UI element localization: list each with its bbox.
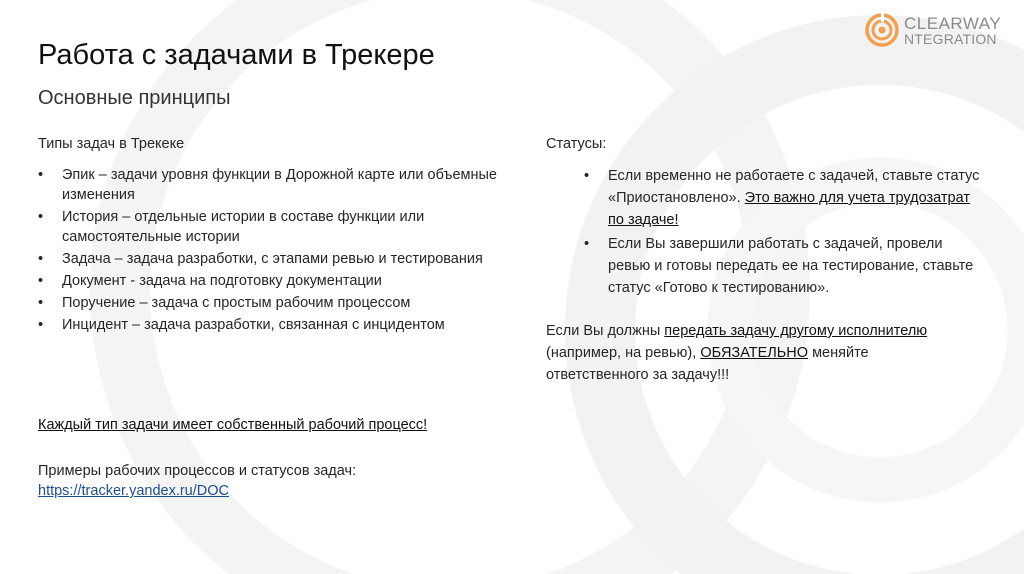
task-types-heading: Типы задач в Трекеке (38, 136, 185, 152)
examples-block (38, 461, 356, 501)
logo-rings-icon (864, 12, 900, 48)
list-item: • Поручение – задача с простым рабочим процессом (38, 293, 508, 313)
reassign-note (546, 320, 966, 386)
company-logo (864, 12, 1014, 48)
list-item: • История – отдельные истории в составе функции или самостоятельные истории (38, 207, 508, 247)
tracker-doc-link[interactable]: https://tracker.yandex.ru/DOC (38, 483, 229, 499)
list-item: • Документ - задача на подготовку документации (38, 271, 508, 291)
examples-text: Примеры рабочих процессов и статусов задач: (38, 463, 357, 479)
list-item: • Задача – задача разработки, с этапами ревью и тестирования (38, 249, 508, 269)
reassign-text-e: меняйте ответственного за задачу!!! (546, 345, 869, 383)
list-item: • Эпик – задачи уровня функции в Дорожной карте или объемные изменения (38, 165, 508, 205)
list-item: • Если Вы завершили работать с задачей, провели ревью и готовы передать ее на тестирование, ставьте статус «Готово к тестированию». (584, 233, 984, 299)
reassign-text-a: Если Вы должны (546, 323, 665, 339)
workflow-note (38, 415, 427, 435)
list-item (584, 165, 984, 231)
task-types-list (38, 165, 508, 337)
slide-subtitle: Основные принципы (38, 87, 231, 109)
statuses-list (584, 165, 984, 301)
logo-text-line2: NTEGRATION (904, 31, 997, 47)
reassign-mandatory: ОБЯЗАТЕЛЬНО (700, 345, 809, 361)
status-paused-text: Если временно не работаете с задачей, ставьте статус «Приостановлено». (608, 168, 980, 206)
workflow-note-text: Каждый тип задачи имеет собственный рабочий процесс! (38, 417, 428, 433)
reassign-text-c: (например, на ревью), (546, 345, 701, 361)
logo-text-line1: CLEARWAY (904, 14, 1002, 33)
statuses-heading: Статусы: (546, 136, 607, 152)
reassign-emphasis: передать задачу другому исполнителю (664, 323, 928, 339)
list-item: • Инцидент – задача разработки, связанная с инцидентом (38, 315, 508, 335)
slide-title: Работа с задачами в Трекере (38, 39, 435, 71)
status-paused-emphasis: Это важно для учета трудозатрат по задаче! (608, 190, 970, 228)
